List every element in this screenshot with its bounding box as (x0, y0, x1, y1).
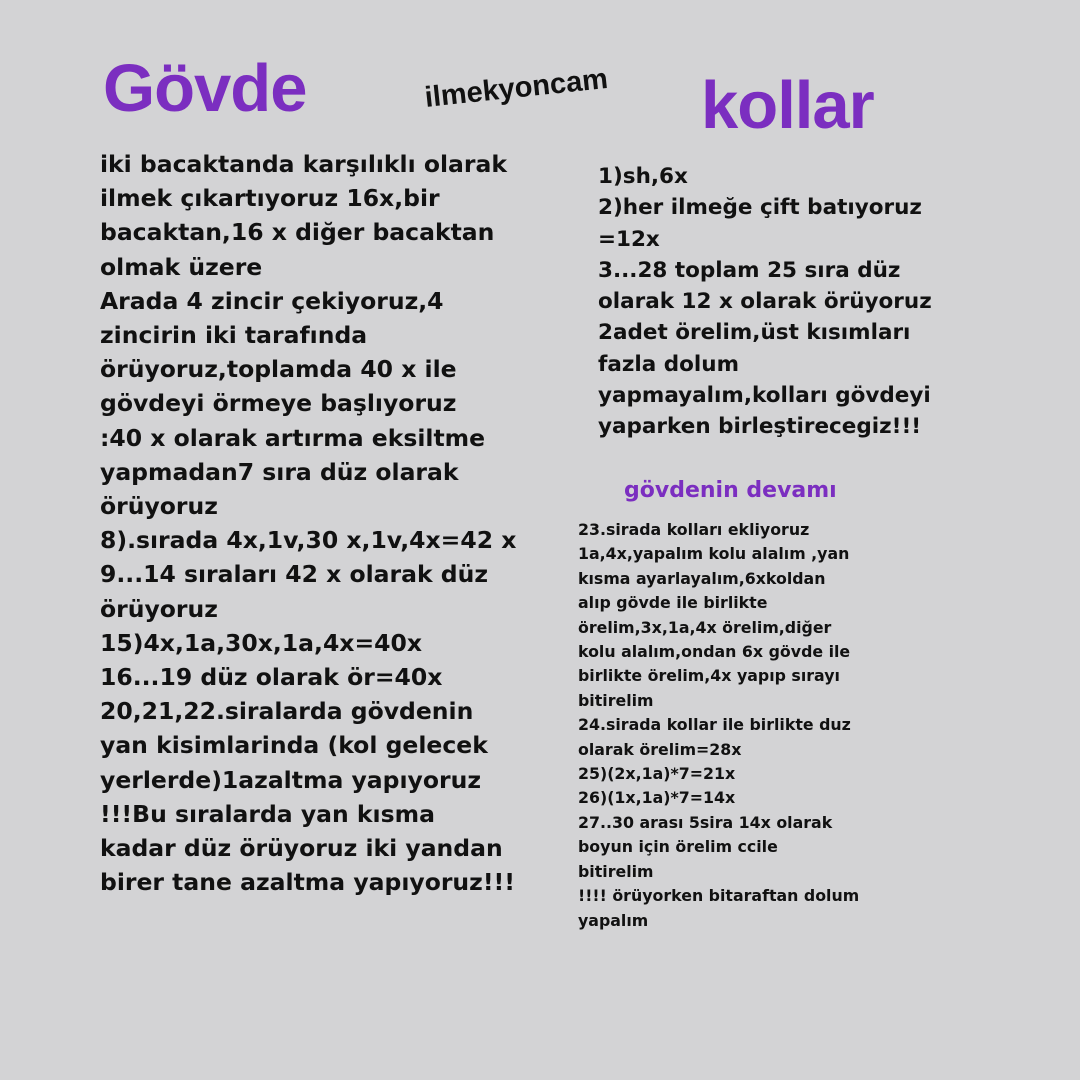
instruction-line: bitirelim (578, 690, 654, 710)
instruction-line: kısma ayarlayalım,6xkoldan (578, 568, 826, 588)
instruction-line: zincirin iki tarafında (100, 321, 368, 350)
arms-section-title: kollar (701, 68, 874, 143)
instruction-line: 9...14 sıraları 42 x olarak düz (100, 560, 489, 589)
instruction-line: yapmayalım,kolları gövdeyi (598, 383, 931, 409)
instruction-line: 1a,4x,yapalım kolu alalım ,yan (578, 544, 850, 564)
instruction-line: olarak 12 x olarak örüyoruz (598, 289, 932, 315)
instruction-line: 27..30 arası 5sira 14x olarak (578, 812, 833, 832)
arms-instructions (598, 161, 932, 443)
instruction-line: 23.sirada kolları ekliyoruz (578, 520, 810, 539)
instruction-line: !!!Bu sıralarda yan kısma (100, 799, 435, 828)
instruction-line: yerlerde)1azaltma yapıyoruz (100, 765, 482, 794)
instruction-line: 2)her ilmeğe çift batıyoruz (598, 195, 922, 221)
instruction-line: yapmadan7 sıra düz olarak (100, 457, 459, 486)
instruction-line: 24.sirada kollar ile birlikte duz (578, 715, 851, 735)
instruction-line: ilmek çıkartıyoruz 16x,bir (100, 184, 440, 213)
instruction-line: 8).sırada 4x,1v,30 x,1v,4x=42 x (100, 526, 517, 555)
instruction-line: =12x (598, 226, 660, 252)
instruction-line: 1)sh,6x (598, 164, 688, 189)
instruction-line: bitirelim (578, 861, 654, 881)
continuation-instructions (578, 518, 859, 933)
instruction-line: boyun için örelim ccile (578, 837, 778, 857)
body-instructions (100, 147, 516, 899)
instruction-line: 26)(1x,1a)*7=14x (578, 788, 736, 808)
instruction-line: olmak üzere (100, 252, 263, 281)
instruction-line: 16...19 düz olarak ör=40x (100, 663, 443, 692)
instruction-line: yaparken birleştirecegiz!!! (598, 414, 922, 440)
instruction-line: örüyoruz (100, 492, 218, 521)
instruction-line: !!!! örüyorken bitaraftan dolum (578, 886, 860, 906)
instruction-line: yapalım (578, 910, 649, 930)
instruction-line: iki bacaktanda karşılıklı olarak (100, 150, 507, 178)
instruction-line: örüyoruz (100, 594, 218, 623)
watermark-text: ilmekyoncam (423, 62, 610, 114)
instruction-line: 2adet örelim,üst kısımları (598, 320, 911, 346)
instruction-line: olarak örelim=28x (578, 739, 742, 759)
instruction-line: alıp gövde ile birlikte (578, 593, 768, 613)
instruction-line: :40 x olarak artırma eksiltme (100, 423, 486, 452)
instruction-line: 3...28 toplam 25 sıra düz (598, 257, 901, 283)
instruction-line: fazla dolum (598, 351, 739, 377)
instruction-line: bacaktan,16 x diğer bacaktan (100, 218, 495, 247)
instruction-line: kadar düz örüyoruz iki yandan (100, 834, 503, 863)
instruction-line: 25)(2x,1a)*7=21x (578, 764, 736, 784)
instruction-line: 15)4x,1a,30x,1a,4x=40x (100, 628, 423, 657)
instruction-line: gövdeyi örmeye başlıyoruz (100, 389, 457, 418)
instruction-line: birer tane azaltma yapıyoruz!!! (100, 868, 515, 897)
instruction-line: birlikte örelim,4x yapıp sırayı (578, 666, 840, 686)
instruction-line: kolu alalım,ondan 6x gövde ile (578, 642, 851, 662)
instruction-line: Arada 4 zincir çekiyoruz,4 (100, 286, 444, 315)
instruction-line: 20,21,22.siralarda gövdenin (100, 697, 474, 726)
instruction-line: yan kisimlarinda (kol gelecek (100, 731, 488, 760)
continuation-title: gövdenin devamı (624, 478, 837, 503)
instruction-line: örüyoruz,toplamda 40 x ile (100, 355, 457, 384)
instruction-line: örelim,3x,1a,4x örelim,diğer (578, 617, 832, 637)
body-section-title: Gövde (103, 51, 307, 126)
